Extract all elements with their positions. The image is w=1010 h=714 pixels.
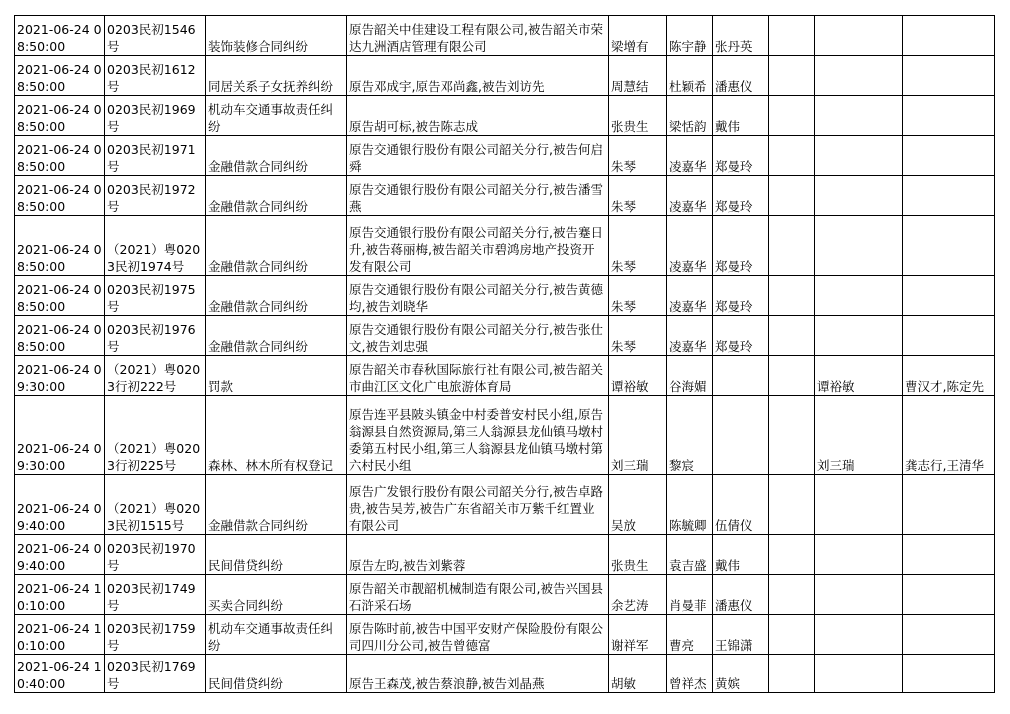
table-row — [15, 56, 995, 96]
cell-time: 2021-06-24 09:40:00 — [15, 475, 105, 535]
cell-clerk: 谷海媚 — [667, 356, 713, 396]
cell-case-number: （2021）粤0203行初225号 — [105, 396, 206, 475]
cell-jurors: 曹汉才,陈定先 — [903, 356, 995, 396]
cell-cause: 买卖合同纠纷 — [206, 575, 347, 615]
cell-judge: 朱琴 — [609, 136, 667, 176]
cell-clerk: 凌嘉华 — [667, 136, 713, 176]
cell-time: 2021-06-24 08:50:00 — [15, 216, 105, 276]
table-row — [15, 216, 995, 276]
cell-parties: 原告交通银行股份有限公司韶关分行,被告黄德均,被告刘晓华 — [347, 276, 609, 316]
table-row — [15, 96, 995, 136]
table-row — [15, 176, 995, 216]
cell-presiding — [815, 535, 903, 575]
cell-extra-1 — [769, 575, 815, 615]
cell-jurors: 龚志行,王清华 — [903, 396, 995, 475]
cell-judge: 吴放 — [609, 475, 667, 535]
cell-cause: 金融借款合同纠纷 — [206, 316, 347, 356]
cell-parties: 原告胡可标,被告陈志成 — [347, 96, 609, 136]
cell-presiding — [815, 655, 903, 693]
cell-judge: 朱琴 — [609, 276, 667, 316]
cell-cause: 民间借贷纠纷 — [206, 535, 347, 575]
table-row — [15, 615, 995, 655]
cell-time: 2021-06-24 10:40:00 — [15, 655, 105, 693]
table-row — [15, 396, 995, 475]
cell-presiding — [815, 96, 903, 136]
cell-cause: 金融借款合同纠纷 — [206, 136, 347, 176]
cell-case-number: 0203民初1972号 — [105, 176, 206, 216]
cell-case-number: （2021）粤0203行初222号 — [105, 356, 206, 396]
cell-jurors — [903, 96, 995, 136]
cell-case-number: 0203民初1759号 — [105, 615, 206, 655]
cell-cause: 金融借款合同纠纷 — [206, 276, 347, 316]
cell-extra-1 — [769, 535, 815, 575]
cell-extra-1 — [769, 216, 815, 276]
cell-presiding — [815, 475, 903, 535]
cell-time: 2021-06-24 09:40:00 — [15, 535, 105, 575]
cell-member: 郑曼玲 — [713, 316, 769, 356]
cell-jurors — [903, 615, 995, 655]
cell-time: 2021-06-24 08:50:00 — [15, 56, 105, 96]
cell-judge: 张贵生 — [609, 96, 667, 136]
cell-case-number: 0203民初1970号 — [105, 535, 206, 575]
cell-presiding — [815, 176, 903, 216]
cell-member: 郑曼玲 — [713, 276, 769, 316]
cell-presiding — [815, 16, 903, 56]
cell-case-number: 0203民初1976号 — [105, 316, 206, 356]
cell-presiding: 谭裕敏 — [815, 356, 903, 396]
cell-cause: 金融借款合同纠纷 — [206, 176, 347, 216]
cell-clerk: 凌嘉华 — [667, 216, 713, 276]
cell-jurors — [903, 276, 995, 316]
cell-parties: 原告陈时前,被告中国平安财产保险股份有限公司四川分公司,被告曾德富 — [347, 615, 609, 655]
cell-clerk: 肖曼菲 — [667, 575, 713, 615]
cell-judge: 余艺涛 — [609, 575, 667, 615]
cell-member: 伍倩仪 — [713, 475, 769, 535]
cell-cause: 装饰装修合同纠纷 — [206, 16, 347, 56]
cell-clerk: 凌嘉华 — [667, 276, 713, 316]
cell-jurors — [903, 16, 995, 56]
cell-presiding — [815, 615, 903, 655]
cell-member: 郑曼玲 — [713, 136, 769, 176]
cell-cause: 民间借贷纠纷 — [206, 655, 347, 693]
cell-member: 郑曼玲 — [713, 176, 769, 216]
cell-judge: 朱琴 — [609, 216, 667, 276]
cell-jurors — [903, 56, 995, 96]
cell-judge: 刘三瑞 — [609, 396, 667, 475]
cell-jurors — [903, 475, 995, 535]
cell-member — [713, 356, 769, 396]
cell-cause: 机动车交通事故责任纠纷 — [206, 96, 347, 136]
cell-case-number: 0203民初1546号 — [105, 16, 206, 56]
cell-time: 2021-06-24 08:50:00 — [15, 276, 105, 316]
table-row — [15, 276, 995, 316]
cell-judge: 周慧结 — [609, 56, 667, 96]
cell-extra-1 — [769, 96, 815, 136]
cell-time: 2021-06-24 08:50:00 — [15, 176, 105, 216]
cell-cause: 机动车交通事故责任纠纷 — [206, 615, 347, 655]
cell-jurors — [903, 316, 995, 356]
cell-time: 2021-06-24 10:10:00 — [15, 575, 105, 615]
cell-cause: 金融借款合同纠纷 — [206, 216, 347, 276]
table-row — [15, 655, 995, 693]
table-row — [15, 316, 995, 356]
cell-judge: 谢祥军 — [609, 615, 667, 655]
table-row — [15, 535, 995, 575]
cell-case-number: （2021）粤0203民初1974号 — [105, 216, 206, 276]
cell-case-number: 0203民初1971号 — [105, 136, 206, 176]
cell-jurors — [903, 136, 995, 176]
cell-extra-1 — [769, 475, 815, 535]
cell-parties: 原告交通银行股份有限公司韶关分行,被告蹇日升,被告蒋丽梅,被告韶关市碧鸿房地产投资开发有限公司 — [347, 216, 609, 276]
cell-presiding — [815, 276, 903, 316]
cell-parties: 原告交通银行股份有限公司韶关分行,被告张仕文,被告刘忠强 — [347, 316, 609, 356]
cell-member — [713, 396, 769, 475]
cell-member: 潘惠仪 — [713, 575, 769, 615]
cell-extra-1 — [769, 655, 815, 693]
cell-extra-1 — [769, 615, 815, 655]
cell-jurors — [903, 535, 995, 575]
table-row — [15, 136, 995, 176]
cell-judge: 梁增有 — [609, 16, 667, 56]
cell-jurors — [903, 655, 995, 693]
cell-time: 2021-06-24 09:30:00 — [15, 356, 105, 396]
cell-presiding — [815, 316, 903, 356]
cell-parties: 原告王森茂,被告蔡浪静,被告刘晶燕 — [347, 655, 609, 693]
cell-extra-1 — [769, 316, 815, 356]
table-row — [15, 16, 995, 56]
cell-extra-1 — [769, 276, 815, 316]
cell-parties: 原告广发银行股份有限公司韶关分行,被告卓路贵,被告吴芳,被告广东省韶关市万紫千红置业有限公司 — [347, 475, 609, 535]
cell-clerk: 陈毓卿 — [667, 475, 713, 535]
cell-presiding — [815, 216, 903, 276]
cell-extra-1 — [769, 356, 815, 396]
cell-case-number: 0203民初1969号 — [105, 96, 206, 136]
cell-member: 黄嫔 — [713, 655, 769, 693]
cell-case-number: （2021）粤0203民初1515号 — [105, 475, 206, 535]
table-row — [15, 575, 995, 615]
cell-judge: 谭裕敏 — [609, 356, 667, 396]
cell-case-number: 0203民初1769号 — [105, 655, 206, 693]
cell-time: 2021-06-24 08:50:00 — [15, 16, 105, 56]
cell-case-number: 0203民初1612号 — [105, 56, 206, 96]
cell-time: 2021-06-24 08:50:00 — [15, 96, 105, 136]
cell-case-number: 0203民初1749号 — [105, 575, 206, 615]
cell-clerk: 袁吉盛 — [667, 535, 713, 575]
cell-case-number: 0203民初1975号 — [105, 276, 206, 316]
cell-extra-1 — [769, 16, 815, 56]
cell-member: 戴伟 — [713, 96, 769, 136]
cell-member: 张丹英 — [713, 16, 769, 56]
cell-cause: 同居关系子女抚养纠纷 — [206, 56, 347, 96]
cell-parties: 原告韶关市靓韶机械制造有限公司,被告兴国县石浒采石场 — [347, 575, 609, 615]
cell-parties: 原告左昀,被告刘紫蓉 — [347, 535, 609, 575]
cell-cause: 森林、林木所有权登记 — [206, 396, 347, 475]
cell-presiding — [815, 575, 903, 615]
cell-clerk: 陈宇静 — [667, 16, 713, 56]
cell-extra-1 — [769, 136, 815, 176]
cell-presiding — [815, 136, 903, 176]
cell-clerk: 曾祥杰 — [667, 655, 713, 693]
cell-parties: 原告交通银行股份有限公司韶关分行,被告潘雪燕 — [347, 176, 609, 216]
table-body — [15, 16, 995, 693]
cell-time: 2021-06-24 08:50:00 — [15, 136, 105, 176]
cell-member: 王锦潇 — [713, 615, 769, 655]
cell-parties: 原告邓成宇,原告邓尚鑫,被告刘访先 — [347, 56, 609, 96]
cell-member: 郑曼玲 — [713, 216, 769, 276]
table-row — [15, 356, 995, 396]
cell-clerk: 曹亮 — [667, 615, 713, 655]
cell-parties: 原告连平县陂头镇金中村委普安村民小组,原告翁源县自然资源局,第三人翁源县龙仙镇马墩村委第五村民小组,第三人翁源县龙仙镇马墩村第六村民小组 — [347, 396, 609, 475]
cell-judge: 胡敏 — [609, 655, 667, 693]
cell-member: 潘惠仪 — [713, 56, 769, 96]
cell-parties: 原告交通银行股份有限公司韶关分行,被告何启舜 — [347, 136, 609, 176]
cell-parties: 原告韶关中佳建设工程有限公司,被告韶关市荣达九洲酒店管理有限公司 — [347, 16, 609, 56]
cell-clerk: 凌嘉华 — [667, 176, 713, 216]
cell-cause: 金融借款合同纠纷 — [206, 475, 347, 535]
cell-judge: 朱琴 — [609, 176, 667, 216]
cell-jurors — [903, 216, 995, 276]
cell-clerk: 杜颖希 — [667, 56, 713, 96]
cell-clerk: 凌嘉华 — [667, 316, 713, 356]
cell-clerk: 黎宸 — [667, 396, 713, 475]
cell-jurors — [903, 575, 995, 615]
cell-presiding: 刘三瑞 — [815, 396, 903, 475]
hearing-schedule-table — [14, 15, 995, 693]
cell-member: 戴伟 — [713, 535, 769, 575]
cell-presiding — [815, 56, 903, 96]
cell-parties: 原告韶关市春秋国际旅行社有限公司,被告韶关市曲江区文化广电旅游体育局 — [347, 356, 609, 396]
cell-jurors — [903, 176, 995, 216]
cell-time: 2021-06-24 10:10:00 — [15, 615, 105, 655]
cell-extra-1 — [769, 176, 815, 216]
cell-time: 2021-06-24 08:50:00 — [15, 316, 105, 356]
cell-time: 2021-06-24 09:30:00 — [15, 396, 105, 475]
table-row — [15, 475, 995, 535]
cell-judge: 张贵生 — [609, 535, 667, 575]
cell-extra-1 — [769, 56, 815, 96]
cell-cause: 罚款 — [206, 356, 347, 396]
cell-judge: 朱琴 — [609, 316, 667, 356]
cell-clerk: 梁恬韵 — [667, 96, 713, 136]
cell-extra-1 — [769, 396, 815, 475]
